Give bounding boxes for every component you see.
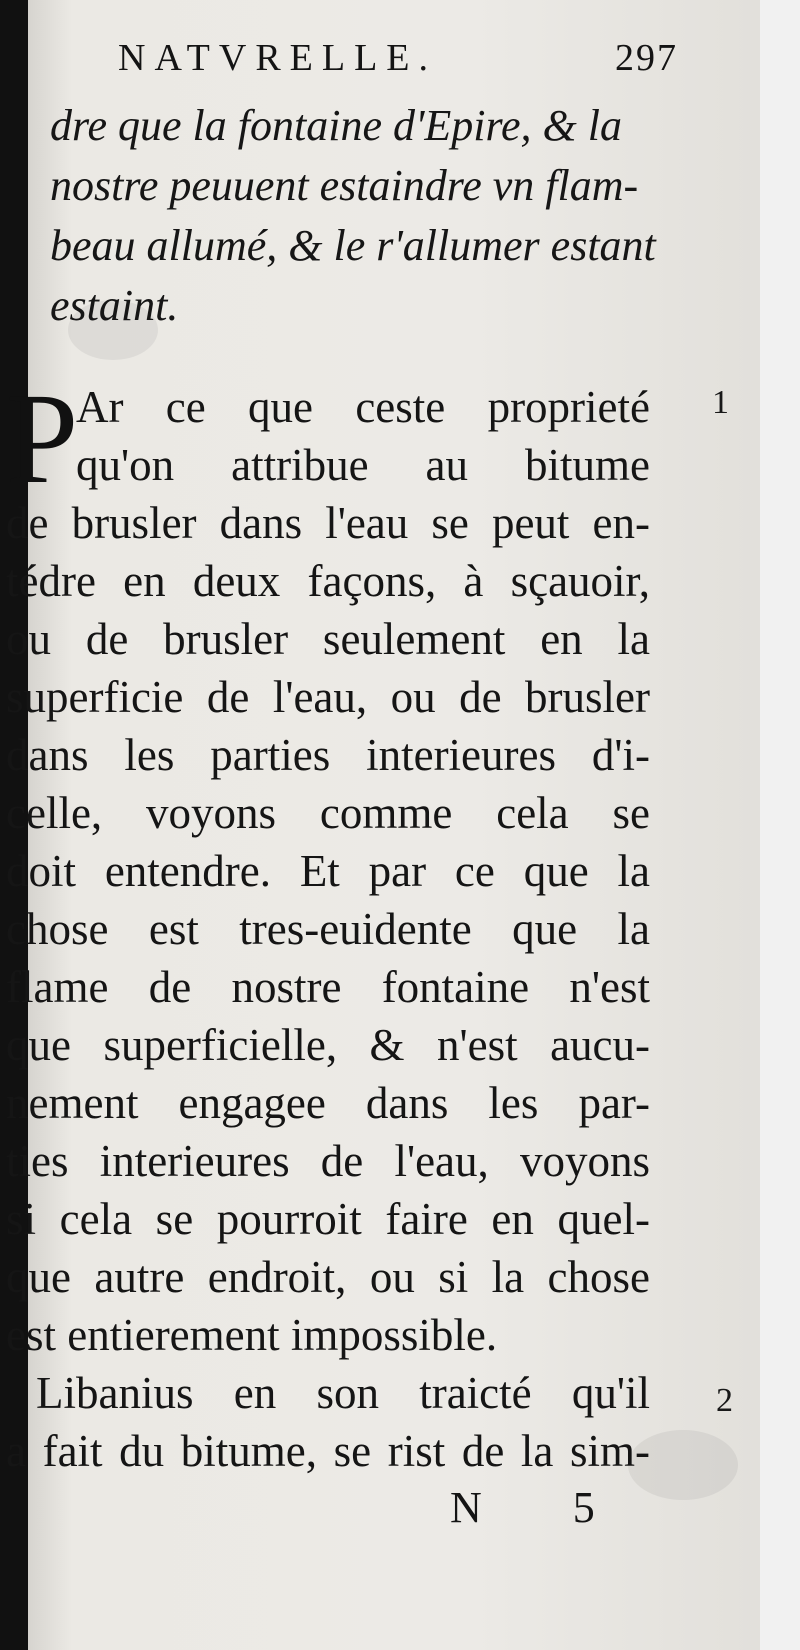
body-line: qu'on attribue au bitume <box>76 440 650 490</box>
summary-line: nostre peuuent estaindre vn flam- <box>50 161 639 210</box>
body-line: dans les parties interieures d'i- <box>6 730 650 780</box>
body-line: tédre en deux façons, à sçauoir, <box>6 556 650 606</box>
summary-line: estaint. <box>50 281 179 330</box>
body-paragraph <box>6 367 650 1480</box>
margin-note-number: 2 <box>716 1382 733 1419</box>
drop-cap: P <box>6 367 79 511</box>
page-number: 297 <box>615 37 678 79</box>
body-line: que autre endroit, ou si la chose <box>6 1252 650 1302</box>
body-line: est entierement impossible. <box>6 1310 498 1360</box>
margin-note-number: 1 <box>712 384 729 421</box>
chapter-summary <box>50 96 690 336</box>
body-line: que superficielle, & n'est aucu- <box>6 1020 650 1070</box>
summary-line: beau allumé, & le r'allumer estant <box>50 221 656 270</box>
body-line: superficie de l'eau, ou de brusler <box>6 672 650 722</box>
body-line: flame de nostre fontaine n'est <box>6 962 650 1012</box>
body-line: celle, voyons comme cela se <box>6 788 650 838</box>
body-line: Ar ce que ceste proprieté <box>76 382 650 432</box>
body-line: nement engagee dans les par- <box>6 1078 650 1128</box>
signature-mark: N 5 <box>450 1483 635 1532</box>
summary-line: dre que la fontaine d'Epire, & la <box>50 101 622 150</box>
body-line: ou de brusler seulement en la <box>6 614 650 664</box>
scan-margin <box>760 0 800 1650</box>
body-line: si cela se pourroit faire en quel- <box>6 1194 650 1244</box>
body-line: ties interieures de l'eau, voyons <box>6 1136 650 1186</box>
running-title: NATVRELLE. <box>118 37 438 79</box>
running-header <box>118 36 678 96</box>
body-line: chose est tres-euidente que la <box>6 904 650 954</box>
body-line: doit entendre. Et par ce que la <box>6 846 650 896</box>
body-line: Libanius en son traicté qu'il <box>36 1368 650 1418</box>
body-line: a fait du bitume, se rist de la sim- <box>6 1426 650 1476</box>
body-line: de brusler dans l'eau se peut en- <box>6 498 650 548</box>
